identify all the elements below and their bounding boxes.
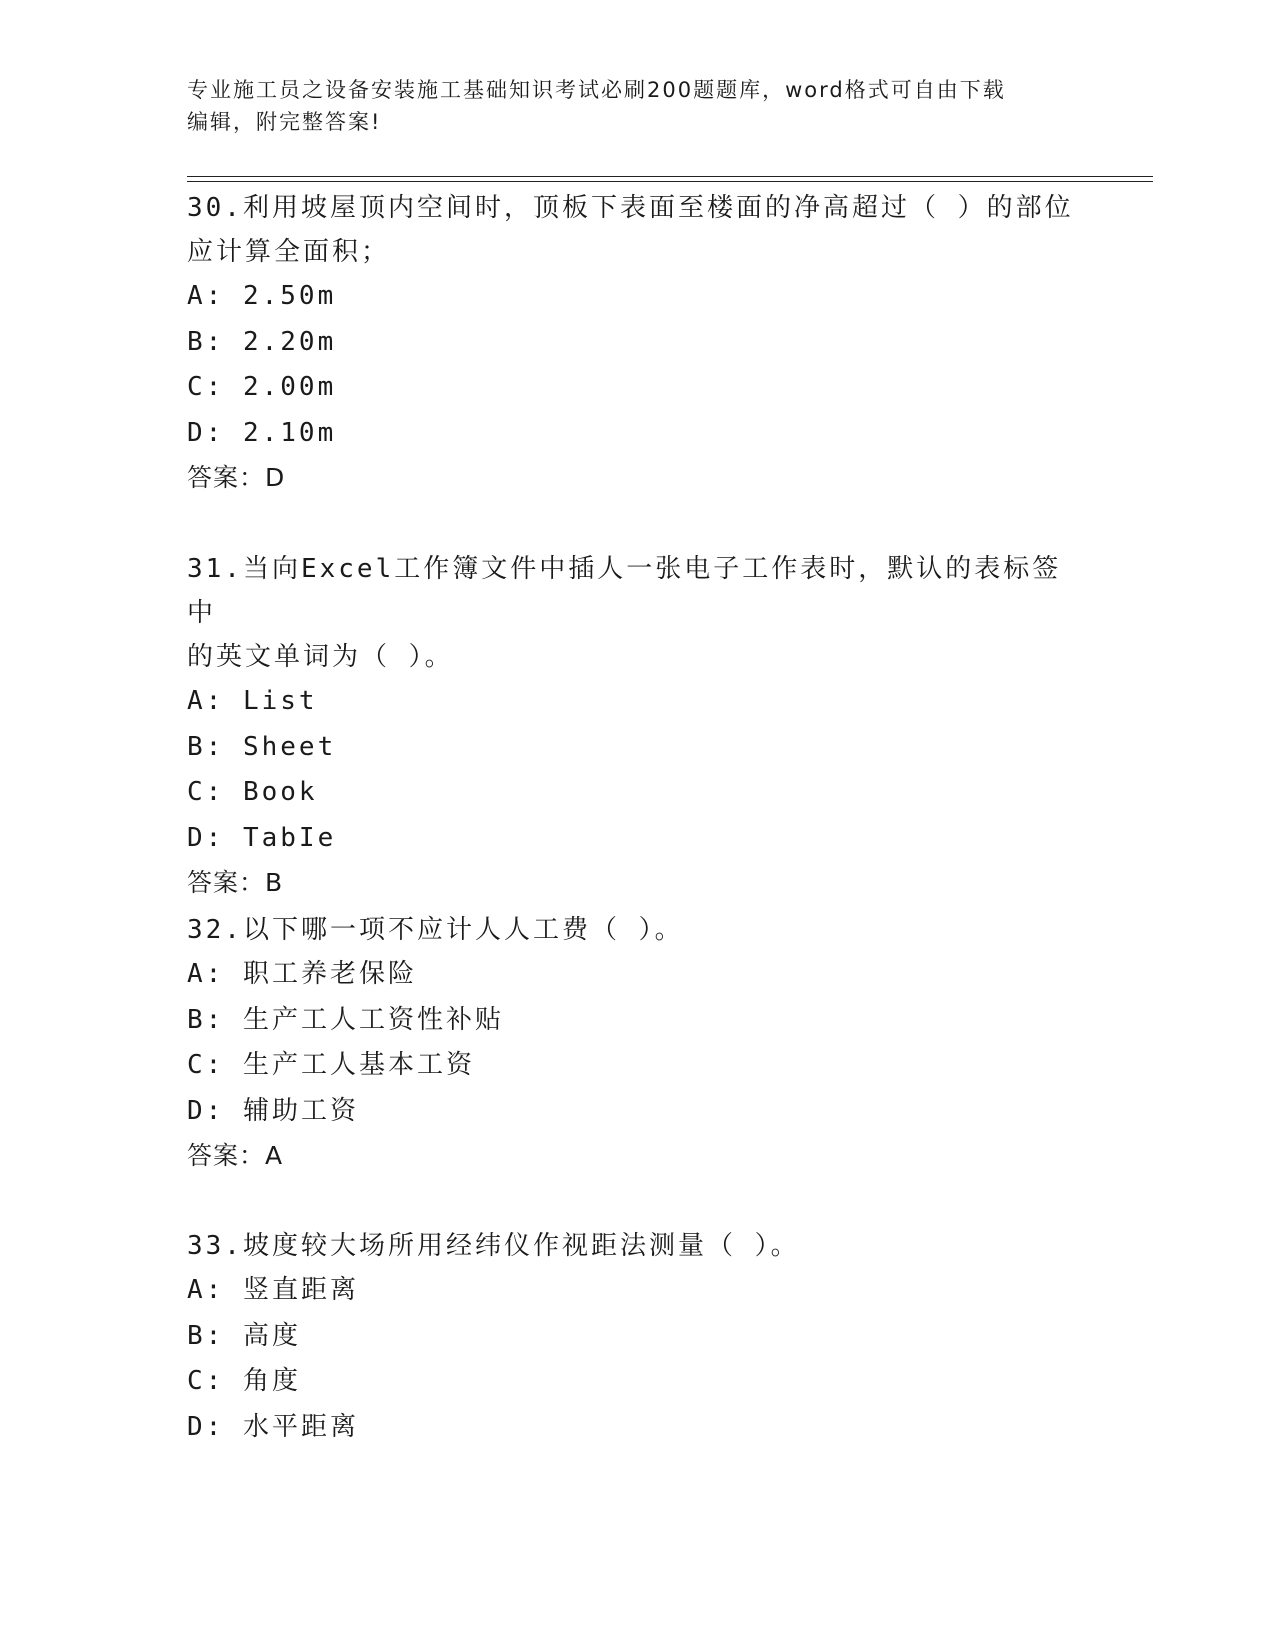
option-c: C: 2.00m — [187, 372, 337, 402]
header-divider-bottom — [187, 181, 1153, 182]
question-31 — [187, 547, 1087, 905]
question-stem-line: 31.当向Excel工作簿文件中插人一张电子工作表时，默认的表标签中 — [187, 554, 1062, 628]
option-c: C: 角度 — [187, 1366, 301, 1396]
option-b: B: 生产工人工资性补贴 — [187, 1004, 504, 1035]
option-a: A: 2.50m — [187, 281, 337, 311]
option-d: D: 水平距离 — [187, 1411, 359, 1442]
header-divider-top — [187, 176, 1153, 177]
document-header — [187, 74, 1087, 138]
header-line-2: 编辑，附完整答案! — [187, 110, 382, 134]
question-stem-line: 的英文单词为（ ）。 — [187, 642, 454, 672]
option-b: B: Sheet — [187, 731, 337, 762]
question-stem-line: 应计算全面积； — [187, 237, 391, 267]
question-32 — [187, 908, 1087, 1178]
question-33 — [187, 1224, 1087, 1450]
option-c: C: 生产工人基本工资 — [187, 1050, 475, 1080]
question-stem-line: 33.坡度较大场所用经纬仪作视距法测量（ ）。 — [187, 1231, 800, 1261]
option-b: B: 2.20m — [187, 326, 337, 357]
option-d: D: 辅助工资 — [187, 1095, 359, 1126]
option-a: A: 职工养老保险 — [187, 959, 417, 989]
question-30 — [187, 186, 1087, 500]
header-line-1: 专业施工员之设备安装施工基础知识考试必刷200题题库，word格式可自由下载 — [187, 78, 1006, 102]
answer: 答案：A — [187, 1141, 284, 1170]
answer: 答案：B — [187, 868, 284, 897]
question-stem-line: 32.以下哪一项不应计人人工费（ ）。 — [187, 915, 684, 945]
question-stem-line: 30.利用坡屋顶内空间时，顶板下表面至楼面的净高超过（ ）的部位 — [187, 193, 1074, 223]
option-b: B: 高度 — [187, 1320, 301, 1351]
option-d: D: TabIe — [187, 822, 337, 853]
option-a: A: 竖直距离 — [187, 1275, 359, 1305]
option-a: A: List — [187, 686, 318, 716]
answer: 答案：D — [187, 463, 286, 492]
option-d: D: 2.10m — [187, 417, 337, 448]
option-c: C: Book — [187, 777, 318, 807]
